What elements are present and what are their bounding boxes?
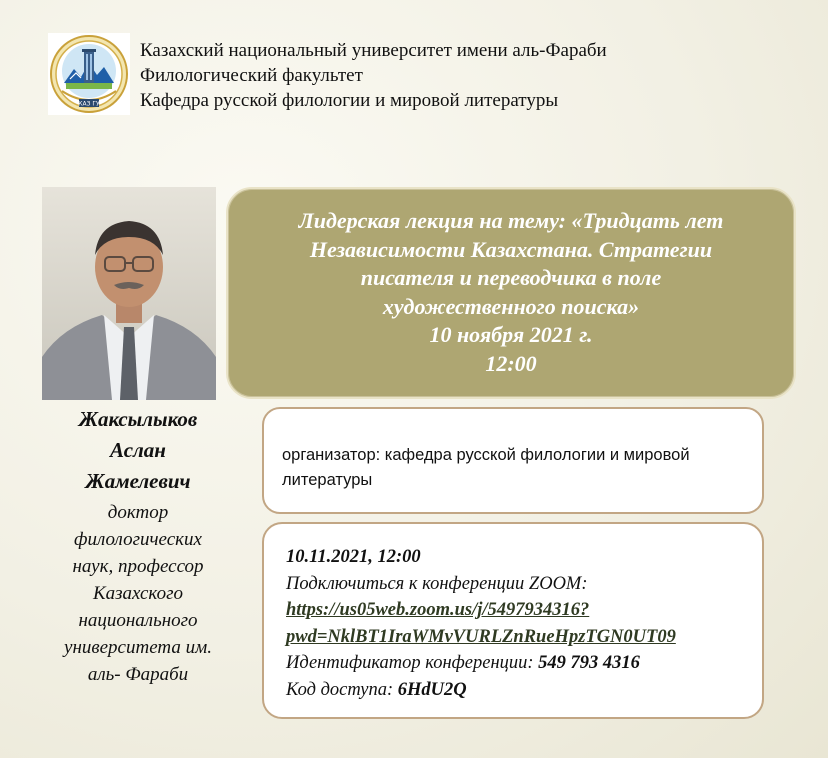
lecture-title-line: художественного поиска» <box>382 293 640 319</box>
header <box>140 38 820 113</box>
organizer-line: организатор: кафедра русской филологии и мировой <box>282 446 690 464</box>
access-code-value: 6HdU2Q <box>397 679 467 700</box>
conference-id-value: 549 793 4316 <box>538 653 640 673</box>
speaker-photo <box>42 187 216 400</box>
speaker-desc-line: аль- Фараби <box>87 664 189 685</box>
speaker-patronymic: Жамелевич <box>85 469 191 493</box>
faculty-name: Филологический факультет <box>140 65 363 86</box>
speaker-desc-line: университета им. <box>64 637 212 658</box>
speaker-description <box>38 499 238 688</box>
speaker-desc-line: филологических <box>74 529 202 550</box>
speaker-info <box>38 404 238 688</box>
lecture-date: 10 ноября 2021 г. <box>429 322 593 347</box>
zoom-info-box <box>262 522 764 719</box>
lecture-title-line: Лидерская лекция на тему: «Тридцать лет <box>298 208 724 233</box>
lecture-announcement <box>226 187 796 399</box>
organizer-line: литературы <box>282 471 373 489</box>
university-name: Казахский национальный университет имени аль-Фараби <box>140 40 607 61</box>
lecture-title-line: писателя и переводчика в поле <box>360 265 662 290</box>
conference-id-row <box>286 650 754 677</box>
speaker-desc-line: наук, профессор <box>72 556 204 577</box>
zoom-link-continued[interactable]: pwd=NklBT1IraWMvVURLZnRueHpzTGN0UT09 <box>286 626 676 647</box>
speaker-desc-line: доктор <box>107 502 169 523</box>
zoom-link[interactable]: https://us05web.zoom.us/j/5497934316? <box>286 600 590 620</box>
svg-text:КАЗ ГУ: КАЗ ГУ <box>78 100 100 108</box>
access-code-row <box>286 677 754 704</box>
zoom-datetime: 10.11.2021, 12:00 <box>286 547 421 567</box>
access-code-label: Код доступа: <box>286 679 398 700</box>
speaker-first-name: Аслан <box>110 438 166 462</box>
zoom-connect-label: Подключиться к конференции ZOOM: <box>286 573 588 594</box>
speaker-desc-line: национального <box>78 610 198 631</box>
university-emblem-icon <box>48 33 130 115</box>
university-logo <box>48 33 130 115</box>
speaker-surname: Жаксылыков <box>78 407 198 431</box>
lecture-time: 12:00 <box>485 350 537 376</box>
lecture-title-line: Независимости Казахстана. Стратегии <box>309 236 713 262</box>
organizer-box <box>262 407 764 514</box>
speaker-desc-line: Казахского <box>93 583 183 604</box>
department-name: Кафедра русской филологии и мировой литературы <box>140 90 559 111</box>
conference-id-label: Идентификатор конференции: <box>286 653 539 673</box>
speaker-name <box>38 404 238 497</box>
